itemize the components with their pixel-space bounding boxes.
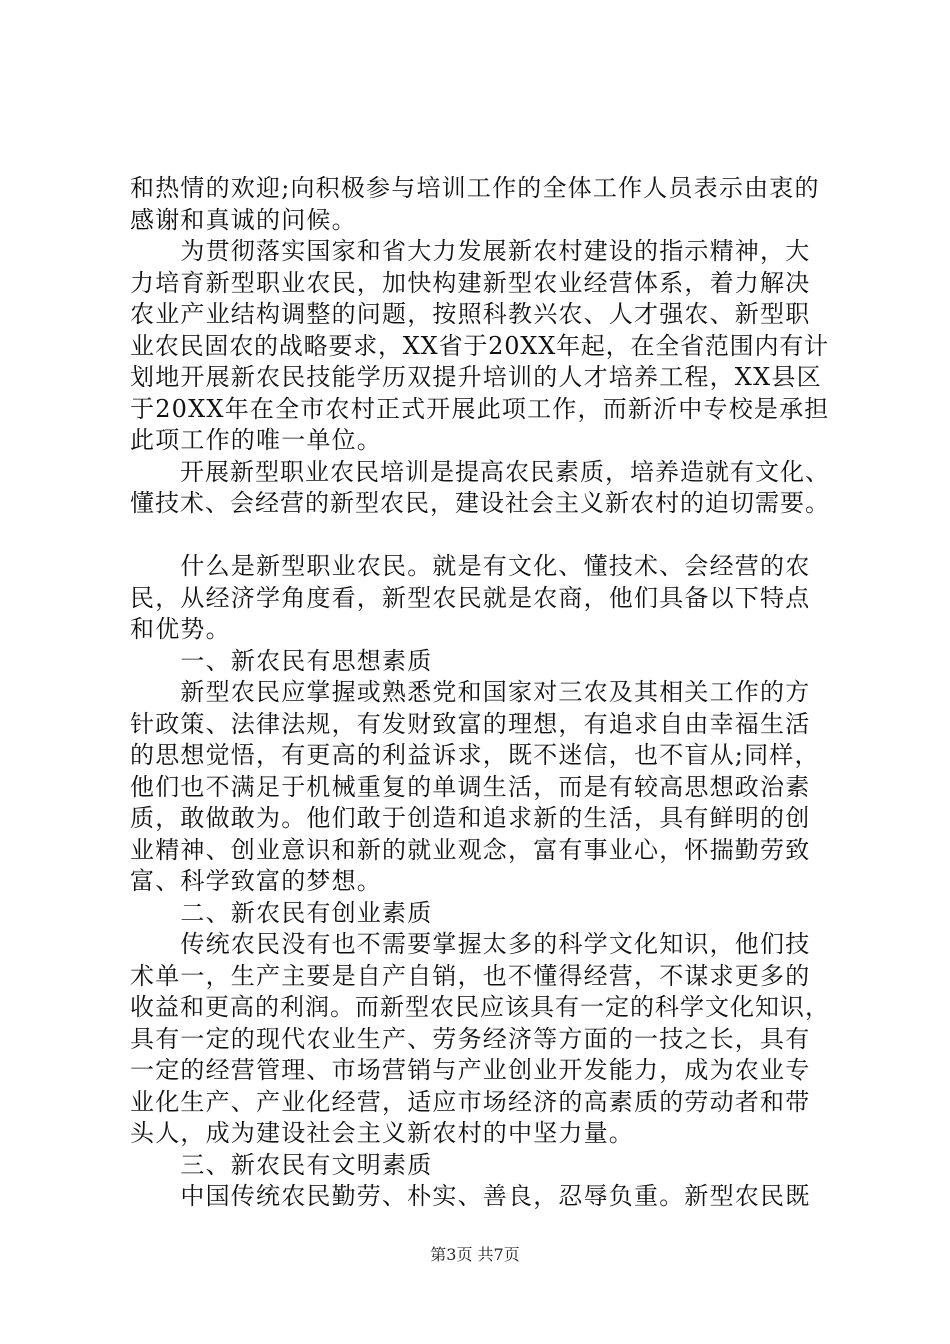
text-line: 此项工作的唯一单位。 [130, 426, 382, 454]
text-line: 为贯彻落实国家和省大力发展新农村建设的指示精神，大 [130, 237, 811, 265]
text-line: 什么是新型职业农民。就是有文化、懂技术、会经营的农 [130, 552, 811, 580]
text-line: 一、新农民有思想素质 [130, 646, 433, 675]
page-number: 第3页 共7页 [430, 1245, 520, 1264]
text-line: 力培育新型职业农民，加快构建新型农业经营体系，着力解决 [130, 268, 811, 297]
text-line: 民，从经济学角度看，新型农民就是农商，他们具备以下特点 [130, 583, 811, 612]
text-line: 和优势。 [130, 615, 231, 643]
text-line: 业农民固农的战略要求，XX省于20XX年起，在全省范围内有计 [130, 331, 829, 360]
text-line: 懂技术、会经营的新型农民，建设社会主义新农村的迫切需要。 [130, 489, 830, 517]
text-line: 于20XX年在全市农村正式开展此项工作，而新沂中专校是承担 [130, 394, 830, 423]
text-line: 头人，成为建设社会主义新农村的中坚力量。 [130, 1119, 634, 1147]
text-line: 三、新农民有文明素质 [130, 1150, 433, 1179]
text-line: 传统农民没有也不需要掌握太多的科学文化知识，他们技 [130, 930, 811, 958]
text-line: 具有一定的现代农业生产、劳务经济等方面的一技之长，具有 [130, 1024, 811, 1053]
text-line: 划地开展新农民技能学历双提升培训的人才培养工程，XX县区 [130, 363, 822, 391]
document-body [130, 173, 830, 1213]
text-line: 收益和更高的利润。而新型农民应该具有一定的科学文化知识， [130, 993, 830, 1021]
text-line: 感谢和真诚的问候。 [130, 205, 357, 234]
text-line: 针政策、法律法规，有发财致富的理想，有追求自由幸福生活 [130, 709, 811, 738]
text-line [130, 520, 830, 552]
text-line: 新型农民应掌握或熟悉党和国家对三农及其相关工作的方 [130, 678, 811, 706]
text-line: 业化生产、产业化经营，适应市场经济的高素质的劳动者和带 [130, 1087, 811, 1116]
text-line: 农业产业结构调整的问题，按照科教兴农、人才强农、新型职 [130, 300, 811, 328]
text-line: 术单一，生产主要是自产自销，也不懂得经营，不谋求更多的 [130, 961, 811, 990]
text-line: 业精神、创业意识和新的就业观念，富有事业心，怀揣勤劳致 [130, 835, 811, 864]
text-line: 中国传统农民勤劳、朴实、善良，忍辱负重。新型农民既 [130, 1182, 811, 1210]
text-line: 和热情的欢迎;向积极参与培训工作的全体工作人员表示由衷的 [130, 174, 820, 202]
page-footer [0, 1245, 950, 1265]
text-line: 他们也不满足于机械重复的单调生活，而是有较高思想政治素 [130, 772, 811, 801]
text-line: 富、科学致富的梦想。 [130, 867, 382, 895]
text-line: 一定的经营管理、市场营销与产业创业开发能力，成为农业专 [130, 1056, 811, 1084]
text-line: 开展新型职业农民培训是提高农民素质，培养造就有文化、 [130, 457, 830, 486]
text-line: 质，敢做敢为。他们敢于创造和追求新的生活，具有鲜明的创 [130, 804, 811, 832]
text-line: 的思想觉悟，有更高的利益诉求，既不迷信，也不盲从;同样， [130, 741, 820, 769]
text-line: 二、新农民有创业素质 [130, 898, 433, 927]
